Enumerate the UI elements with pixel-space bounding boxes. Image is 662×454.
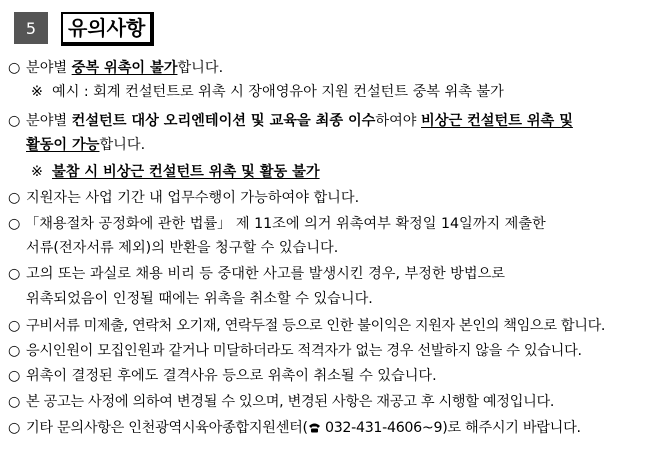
- notice-item: ○ 본 공고는 사정에 의하여 변경될 수 있으며, 변경된 사항은 재공고 후 시행할 예정입니다.: [8, 394, 555, 410]
- notice-item: ○ 위촉이 결정된 후에도 결격사유 등으로 위촉이 취소될 수 있습니다.: [8, 368, 437, 384]
- notice-item-continued: 서류(전자서류 제외)의 반환을 청구할 수 있습니다.: [26, 240, 339, 256]
- notice-item: ○ 고의 또는 과실로 채용 비리 등 중대한 사고를 발생시킨 경우, 부정한 방법으로: [8, 266, 505, 282]
- note-mark: ※: [31, 164, 43, 180]
- note-mark: ※: [31, 84, 43, 100]
- notice-item: ○ 구비서류 미제출, 연락처 오기재, 연락두절 등으로 인한 불이익은 지원자 본인의 책임으로 합니다.: [8, 318, 606, 334]
- notice-item: ○ 「채용절차 공정화에 관한 법률」 제 11조에 의거 위촉여부 확정일 14일까지 제출한: [8, 216, 546, 232]
- phone-icon: [308, 422, 321, 433]
- emphasis: 비상근 컨설턴트 위촉 및: [421, 113, 573, 129]
- section-title: 유의사항: [61, 12, 154, 46]
- bullet: ○: [8, 216, 21, 232]
- notice-item-continued: 활동이 가능합니다.: [26, 137, 146, 153]
- notice-item-continued: 위촉되었음이 인정될 때에는 위촉을 취소할 수 있습니다.: [26, 291, 373, 307]
- notice-item: ○ 응시인원이 모집인원과 같거나 미달하더라도 적격자가 없는 경우 선발하지 않을 수 있습니다.: [8, 343, 582, 359]
- section-header: [14, 12, 154, 44]
- bullet: ○: [8, 394, 21, 410]
- bullet: ○: [8, 318, 21, 334]
- emphasis: 중복 위촉이 불가: [71, 60, 178, 76]
- bullet: ○: [8, 420, 21, 436]
- notice-item: ○ 기타 문의사항은 인천광역시육아종합지원센터( 032-431-4606~9)로 해주시기 바랍니다.: [8, 420, 581, 436]
- notice-note: [31, 162, 320, 182]
- bullet: ○: [8, 343, 21, 359]
- emphasis: 활동이 가능: [26, 137, 100, 153]
- section-number: 5: [14, 12, 48, 44]
- bullet: ○: [8, 368, 21, 384]
- emphasis: 불참 시 비상근 컨설턴트 위촉 및 활동 불가: [52, 164, 320, 180]
- bullet: ○: [8, 266, 21, 282]
- notice-item: ○ 분야별 중복 위촉이 불가합니다.: [8, 60, 224, 76]
- bullet: ○: [8, 60, 21, 76]
- notice-item: ○ 분야별 컨설턴트 대상 오리엔테이션 및 교육을 최종 이수하여야 비상근 컨설턴트 위촉 및: [8, 113, 573, 129]
- emphasis: 컨설턴트 대상 오리엔테이션 및 교육을 최종 이수: [71, 113, 376, 129]
- notice-note: ※ 예시 : 회계 컨설턴트로 위촉 시 장애영유아 지원 컨설턴트 중복 위촉 불가: [31, 84, 504, 100]
- bullet: ○: [8, 113, 21, 129]
- bullet: ○: [8, 190, 21, 206]
- notice-item: ○ 지원자는 사업 기간 내 업무수행이 가능하여야 합니다.: [8, 190, 360, 206]
